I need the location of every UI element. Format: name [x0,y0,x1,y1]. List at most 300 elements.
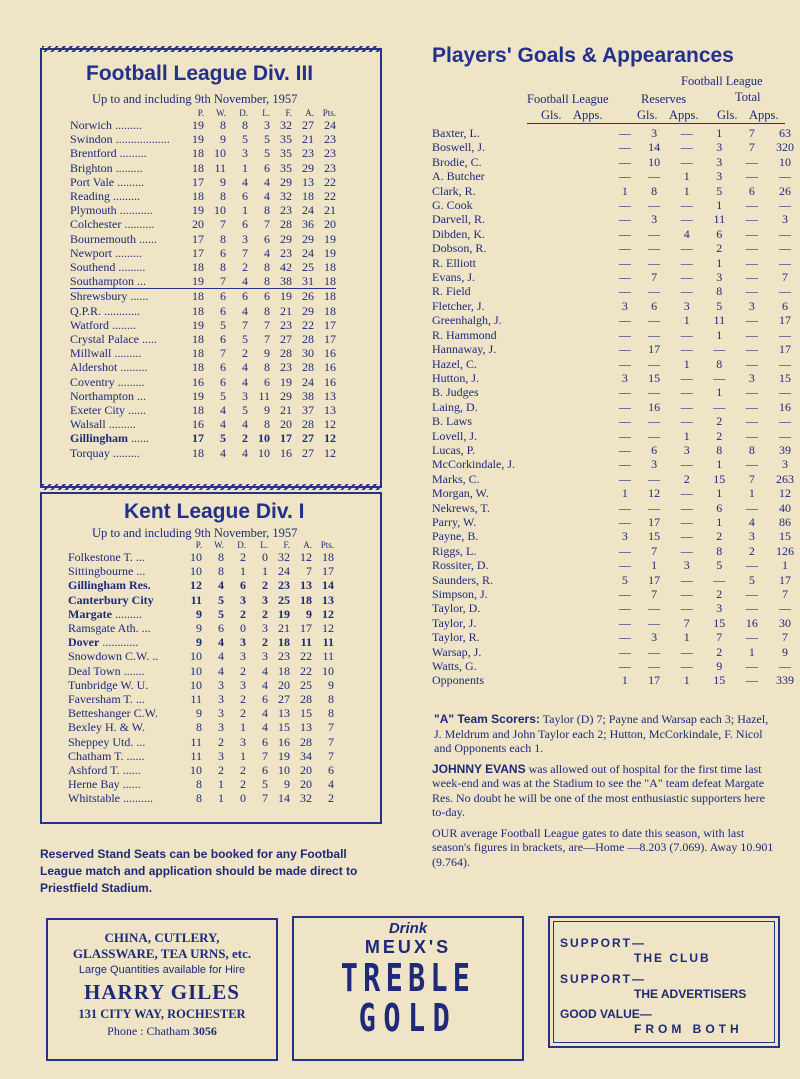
player-stat-cell: — [618,457,631,472]
kent-table-row [68,763,334,777]
player-row [432,645,800,659]
stat-cell: 32 [300,791,312,806]
meux-gold: GOLD [358,996,458,1040]
stat-cell: 4 [242,360,248,375]
hdr-tot-line1: Football League [681,74,763,88]
leader-dots: .. [152,649,159,664]
player-stat-cell: — [745,255,758,270]
player-stat-cell: — [680,587,693,601]
stat-cell: 11 [190,734,202,749]
player-name: Greenhalgh, J. [432,313,502,328]
stat-cell: 28 [302,332,314,347]
giles-phone-label: Phone : Chatham [107,1024,190,1038]
player-stat-cell: 6 [716,500,723,515]
player-stat-cell: 4 [748,514,755,529]
stat-cell: 34 [300,748,312,763]
player-name: Parry, W. [432,514,477,529]
kent-table-row [68,678,334,692]
player-stat-cell: — [778,327,791,342]
player-stat-cell: — [745,673,758,688]
stat-cell: 5 [264,146,270,161]
stat-cell: 20 [300,763,312,778]
player-stat-cell: — [618,471,631,486]
kent-table-row [68,578,334,592]
kent-col-header: A. [303,540,312,550]
player-stat-cell: — [618,226,631,241]
stat-cell: 29 [280,388,292,403]
player-stat-cell: 15 [713,615,726,630]
player-stat-cell: — [648,356,661,371]
stat-cell: 19 [324,231,336,246]
player-stat-cell: — [745,500,758,515]
player-name: Hannaway, J. [432,342,497,357]
stat-cell: 38 [270,274,292,289]
stat-cell: 24 [302,245,314,260]
team-name: Chatham T. [68,748,124,763]
player-stat-cell: 320 [775,140,794,155]
div3-table-row [70,232,336,246]
players-title: Players' Goals & Appearances [432,44,734,67]
player-stat-cell: 3 [716,601,723,616]
stat-cell: 17 [322,564,334,579]
player-stat-cell: — [618,327,631,342]
stat-cell: 18 [192,332,204,347]
player-stat-cell: 15 [778,529,791,544]
leader-dots: ...... [127,403,146,418]
div3-table-row [70,431,336,445]
leader-dots: ......... [115,160,143,175]
players-header [527,74,787,124]
div3-box [40,48,382,488]
player-stat-cell: — [680,154,693,169]
stat-cell: 17 [324,317,336,332]
player-stat-cell: — [713,572,726,587]
player-name: Warsap, J. [432,644,482,659]
stat-cell: 5 [242,332,248,347]
stat-cell: 4 [264,245,270,260]
player-stat-cell: — [778,414,791,429]
stat-cell: 1 [240,564,246,579]
player-stat-cell: 11 [713,313,726,328]
stat-cell: 28 [302,417,314,432]
player-stat-cell: — [680,457,693,472]
stat-cell: 16 [324,346,336,361]
stat-cell: 3 [262,649,268,664]
stat-cell: 22 [300,663,312,678]
stat-cell: 4 [220,403,226,418]
support-l1b: THE CLUB [634,951,711,965]
kent-header-row [68,540,334,550]
stat-cell: 6 [218,621,224,636]
stat-cell: 29 [302,303,314,318]
div3-header-row [70,108,336,118]
player-stat-cell: — [648,327,661,342]
stat-cell: 13 [278,706,290,721]
stat-cell: 3 [240,592,246,607]
div3-table-row [70,274,336,289]
player-stat-cell: 2 [716,644,723,659]
team-name: Gillingham Res. [68,578,151,593]
stat-cell: 10 [190,649,202,664]
stat-cell: 3 [240,734,246,749]
stat-cell: 14 [278,791,290,806]
player-stat-cell: — [618,342,631,357]
team-name: Herne Bay [68,777,120,792]
stat-cell: 23 [280,360,292,375]
player-stat-cell: 3 [651,630,658,645]
stat-cell: 42 [280,260,292,275]
support-l3b: FROM BOTH [634,1022,743,1036]
player-stat-cell: — [648,428,661,443]
player-name: Saunders, R. [432,572,493,587]
stat-cell: 3 [242,231,248,246]
player-stat-cell: 2 [748,543,755,558]
stat-cell: 22 [324,189,336,204]
leader-dots: ...... [131,431,150,446]
player-row [432,515,800,529]
leader-dots: ......... [114,346,142,361]
player-name: R. Field [432,284,471,299]
giles-phone-line [48,1024,276,1039]
stat-cell: 7 [306,564,312,579]
stat-cell: 9 [220,132,226,147]
stat-cell: 29 [302,231,314,246]
stat-cell: 16 [278,734,290,749]
player-stat-cell: 6 [781,298,788,313]
player-stat-cell: — [680,198,693,213]
player-name: R. Hammond [432,327,497,342]
stat-cell: 26 [302,289,314,304]
stat-cell: 17 [192,245,204,260]
player-stat-cell: — [618,500,631,515]
player-name: Fletcher, J. [432,298,485,313]
team-name: Port Vale [70,174,115,189]
player-stat-cell: 17 [778,342,791,357]
stat-cell: 4 [264,174,270,189]
stat-cell: 27 [280,332,292,347]
player-stat-cell: — [745,414,758,429]
stat-cell: 21 [280,403,292,418]
stat-cell: 31 [292,274,314,289]
player-stat-cell: — [618,630,631,645]
stat-cell: 6 [262,763,268,778]
player-row [432,601,800,615]
stat-cell: 7 [328,748,334,763]
player-stat-cell: — [618,442,631,457]
stat-cell: 2 [240,550,246,564]
player-stat-cell: 1 [716,385,723,400]
stat-cell: 18 [324,260,336,275]
player-name: Hazel, C. [432,356,477,371]
player-stat-cell: — [680,399,693,414]
leader-dots [151,578,154,592]
player-stat-cell: — [618,126,631,140]
player-name: Evans, J. [432,270,475,285]
a-team-text: Taylor (D) 7; Payne and Warsap each 3; Hazel, J. Meldrum and John Taylor each 2; Hutton, McCorkindale, F. Nicol and Opponents each 1. [434,712,769,755]
stat-cell: 7 [242,245,248,260]
player-stat-cell: — [680,241,693,256]
support-l1a: SUPPORT— [560,936,647,950]
player-name: Riggs, L. [432,543,477,558]
stat-cell: 35 [280,146,292,161]
player-stat-cell: — [618,543,631,558]
player-stat-cell: — [648,385,661,400]
stat-cell: 20 [280,417,292,432]
stat-cell: 5 [220,317,226,332]
stat-cell: 8 [218,550,224,564]
player-stat-cell: — [778,241,791,256]
kent-title: Kent League Div. I [124,500,305,523]
player-stat-cell: 3 [748,529,755,544]
leader-dots: .......... [124,217,155,232]
stat-cell: 10 [214,146,226,161]
stat-cell: 19 [278,606,290,621]
stat-cell: 1 [218,777,224,792]
player-stat-cell: 7 [651,543,658,558]
div3-col-header: F. [285,108,292,118]
stat-cell: 7 [262,791,268,806]
leader-dots [148,678,151,692]
leader-dots: ....... [123,663,145,678]
stat-cell: 8 [220,118,226,132]
reserved-seats-note: Reserved Stand Seats can be booked for any Football League match and application should be made direct to Priestfield Stadium. [40,847,358,895]
player-stat-cell: 339 [775,673,794,688]
player-stat-cell: 6 [651,298,658,313]
player-name: Hutton, J. [432,370,480,385]
player-stat-cell: 7 [781,587,788,601]
stat-cell: 28 [302,360,314,375]
div3-table-row [70,417,336,431]
player-row [432,284,800,298]
stat-cell: 1 [262,564,268,579]
player-stat-cell: — [745,241,758,256]
leader-dots: ...... [130,289,149,304]
stat-cell: 3 [240,677,246,692]
player-stat-cell: 1 [716,514,723,529]
player-name: Marks, C. [432,471,480,486]
player-stat-cell: 7 [651,270,658,285]
stat-cell: 2 [242,346,248,361]
player-row [432,371,800,385]
stat-cell: 23 [324,146,336,161]
stat-cell: 7 [264,317,270,332]
stat-cell: 2 [242,260,248,275]
player-name: Taylor, D. [432,601,481,616]
ad-support [548,916,780,1048]
kent-col-header: Pts. [320,540,334,550]
stat-cell: 3 [242,146,248,161]
player-stat-cell: — [680,414,693,429]
player-stat-cell: 1 [683,313,690,328]
player-row [432,155,800,169]
player-stat-cell: 12 [778,486,791,501]
kent-col-header: L. [260,540,268,550]
player-stat-cell: — [745,659,758,674]
player-stat-cell: — [618,255,631,270]
stat-cell: 18 [192,445,204,460]
player-stat-cell: — [618,313,631,328]
hdr-fl: Football League [527,92,609,106]
player-stat-cell: 9 [781,644,788,659]
player-stat-cell: — [618,514,631,529]
stat-cell: 7 [264,217,270,232]
stat-cell: 4 [226,274,248,289]
player-stat-cell: 16 [778,399,791,414]
stat-cell: 23 [278,649,290,664]
stat-cell: 18 [192,260,204,275]
team-name: Tunbridge W. U. [68,677,149,692]
stat-cell: 16 [192,374,204,389]
hdr-res: Reserves [641,92,687,106]
player-stat-cell: — [745,356,758,371]
stat-cell: 23 [278,578,290,593]
leader-dots: ......... [120,360,148,375]
stat-cell: 25 [278,592,290,607]
leader-dots [145,720,148,734]
support-l2a: SUPPORT— [560,972,647,986]
leader-dots: ......... [117,174,145,189]
stat-cell: 32 [280,189,292,204]
team-name: Torquay [70,445,110,460]
player-stat-cell: — [778,428,791,443]
player-row [432,270,800,284]
player-row [432,529,800,543]
leader-dots: ......... [108,417,136,432]
stat-cell: 4 [264,189,270,204]
stat-cell: 2 [262,606,268,621]
stat-cell: 6 [264,160,270,175]
stat-cell: 25 [302,260,314,275]
team-name: Folkestone T. [68,550,133,564]
div3-table-row [70,389,336,403]
stat-cell: 6 [220,245,226,260]
stat-cell: 29 [302,160,314,175]
stat-cell: 20 [300,777,312,792]
player-row [432,501,800,515]
stat-cell: 2 [262,578,268,593]
team-name: Q.P.R. [70,303,102,318]
player-stat-cell: 1 [683,630,690,645]
stat-cell: 16 [280,445,292,460]
player-stat-cell: 6 [748,183,755,198]
player-stat-cell: — [648,313,661,328]
player-stat-cell: 7 [683,615,690,630]
stat-cell: 18 [322,550,334,564]
team-name: Bournemouth [70,231,136,246]
player-name: B. Judges [432,385,479,400]
player-stat-cell: 17 [778,572,791,587]
div3-table-row [70,203,336,217]
stat-cell: 3 [218,692,224,707]
player-stat-cell: — [745,226,758,241]
player-stat-cell: — [648,198,661,213]
stat-cell: 3 [264,118,270,132]
stat-cell: 10 [258,431,270,446]
player-stat-cell: — [680,659,693,674]
stat-cell: 3 [242,388,248,403]
player-stat-cell: 1 [683,169,690,184]
player-stat-cell: 1 [781,558,788,573]
stat-cell: 3 [218,677,224,692]
stat-cell: 36 [302,217,314,232]
stat-cell: 17 [192,431,204,446]
player-stat-cell: — [680,514,693,529]
hdr-apps-2: Apps. [669,108,699,122]
stat-cell: 8 [220,189,226,204]
stat-cell: 20 [324,217,336,232]
stat-cell: 21 [278,621,290,636]
player-row [432,673,800,687]
stat-cell: 19 [182,274,204,289]
player-name: Simpson, J. [432,587,488,601]
kent-col-header: W. [214,540,224,550]
stat-cell: 8 [196,791,202,806]
stat-cell: 6 [240,578,246,593]
player-stat-cell: 6 [716,226,723,241]
stat-cell: 19 [192,203,204,218]
player-stat-cell: — [648,644,661,659]
player-stat-cell: — [778,198,791,213]
stat-cell: 18 [278,663,290,678]
player-row [432,414,800,428]
stat-cell: 28 [300,692,312,707]
stat-cell: 18 [192,346,204,361]
stat-cell: 9 [196,635,202,650]
team-name: Whitstable [68,791,120,806]
stat-cell: 23 [280,203,292,218]
stat-cell: 5 [218,592,224,607]
player-stat-cell: 10 [778,154,791,169]
player-stat-cell: — [745,342,758,357]
stat-cell: 11 [190,592,202,607]
player-stat-cell: 2 [716,587,723,601]
player-row [432,328,800,342]
team-name: Northampton [70,388,134,403]
player-stat-cell: 1 [716,327,723,342]
kent-subtitle: Up to and including 9th November, 1957 [92,526,298,540]
team-name: Bexley H. & W. [68,720,145,735]
stat-cell: 6 [220,303,226,318]
stat-cell: 17 [192,174,204,189]
player-stat-cell: 3 [716,140,723,155]
stat-cell: 20 [192,217,204,232]
div3-table-row [70,289,336,304]
player-row [432,184,800,198]
stat-cell: 8 [220,260,226,275]
player-stat-cell: 263 [775,471,794,486]
team-name: Brentford [70,146,117,161]
player-stat-cell: 3 [748,370,755,385]
player-stat-cell: 1 [748,486,755,501]
player-stat-cell: 1 [716,457,723,472]
stat-cell: 11 [322,635,334,650]
player-stat-cell: — [618,414,631,429]
stat-cell: 18 [192,146,204,161]
stat-cell: 8 [242,118,248,132]
player-stat-cell: — [745,284,758,299]
stat-cell: 4 [218,635,224,650]
player-name: Dobson, R. [432,241,487,256]
player-row [432,616,800,630]
stat-cell: 2 [328,791,334,806]
player-stat-cell: 1 [683,183,690,198]
kent-table-row [68,720,334,734]
stat-cell: 19 [278,748,290,763]
player-stat-cell: — [648,241,661,256]
team-name: Walsall [70,417,106,432]
player-stat-cell: — [680,601,693,616]
kent-table-row [68,649,334,663]
